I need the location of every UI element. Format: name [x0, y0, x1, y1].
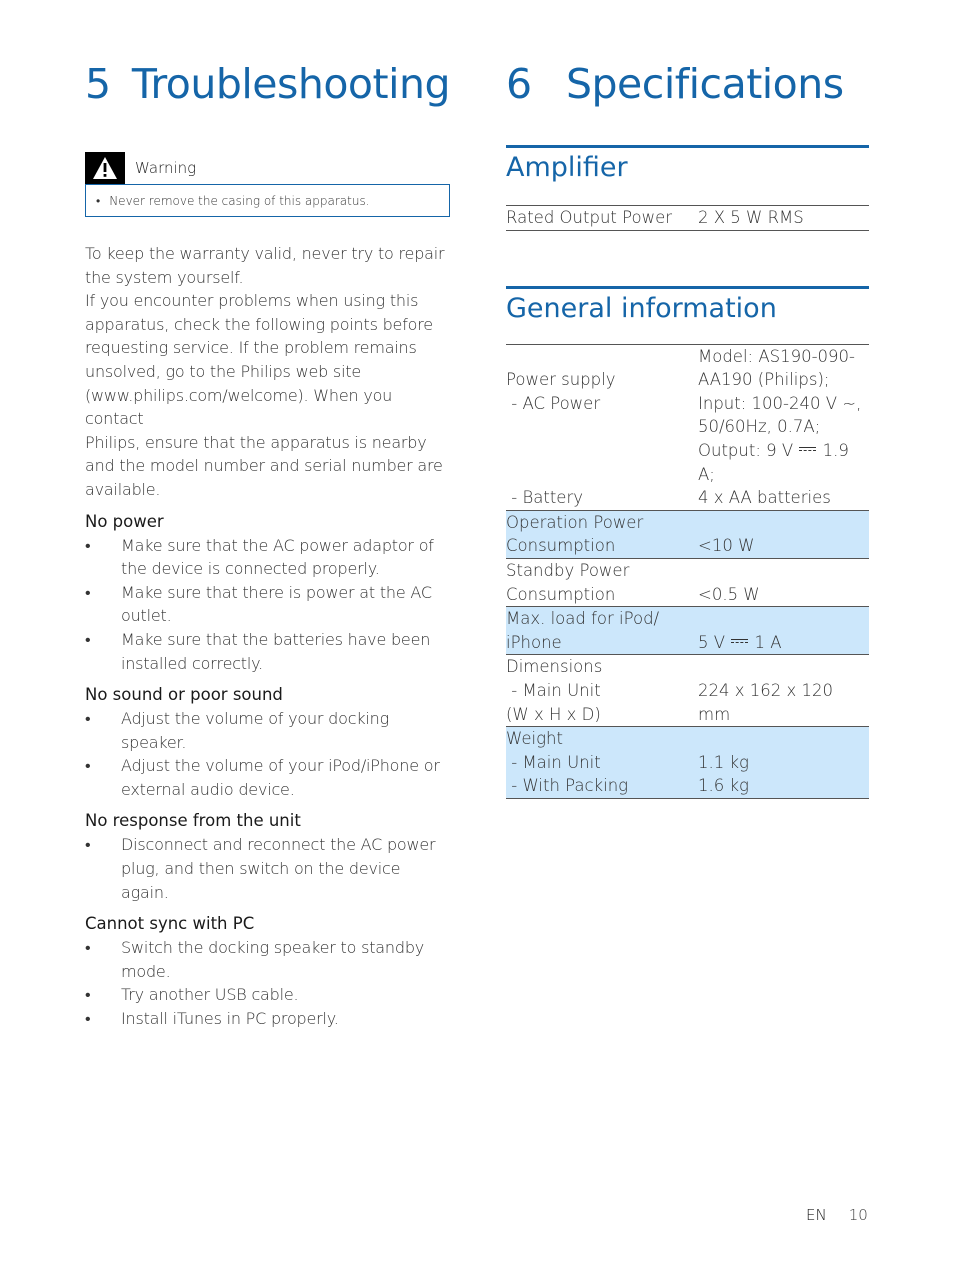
intro-line: requesting service. If the problem remains [85, 338, 417, 358]
spec-value: <0.5 W [698, 584, 760, 604]
page-number: 10 [848, 1206, 868, 1224]
table-row [506, 607, 869, 655]
troubleshooting-column [85, 60, 450, 1031]
section-title-no-response: No response from the unit [85, 811, 301, 831]
chapter-title-text: Specifications [566, 60, 844, 108]
list-item: • Make sure that there is power at the AC outlet. [85, 582, 432, 626]
warning-text: Never remove the casing of this apparatus. [109, 193, 370, 208]
table-row [506, 655, 869, 727]
chapter-number: 5 [85, 60, 111, 108]
section-title-cannot-sync: Cannot sync with PC [85, 914, 255, 934]
general-info-table [506, 344, 869, 799]
spec-label: Rated Output Power [506, 208, 672, 227]
spec-value: 1.1 kg 1.6 kg [698, 752, 749, 796]
intro-line: unsolved, go to the Philips web site [85, 361, 362, 381]
intro-line: apparatus, check the following points before [85, 314, 433, 334]
list-item: • Adjust the volume of your docking speaker. [85, 709, 389, 752]
dc-symbol-icon [799, 447, 816, 453]
warning-title: Warning [135, 159, 197, 177]
spec-value: 2 X 5 W RMS [698, 208, 804, 227]
chapter-title-text: Troubleshooting [131, 60, 450, 108]
intro-line: If you encounter problems when using this [85, 291, 419, 311]
no-sound-list [85, 707, 450, 801]
language-code: EN [806, 1206, 827, 1224]
list-item: • Make sure that the AC power adaptor of the device is connected properly. [85, 535, 434, 579]
list-item: • Disconnect and reconnect the AC power plug, and then switch on the device again. [85, 835, 436, 902]
no-power-list [85, 534, 450, 676]
spec-label: Max. load for iPod/ iPhone [506, 609, 660, 652]
dc-symbol-icon [731, 639, 748, 645]
intro-line: and the model number and serial number are [85, 456, 443, 476]
section-title-general: General information [506, 286, 869, 332]
spec-value: <10 W [698, 536, 755, 556]
cannot-sync-list [85, 936, 450, 1030]
spec-label: Dimensions - Main Unit (W x H x D) [506, 657, 603, 724]
table-row [506, 344, 869, 510]
spec-label: Operation Power Consumption [506, 512, 644, 556]
no-response-list [85, 833, 450, 904]
intro-line: available. [85, 479, 161, 499]
warning-header [85, 152, 450, 184]
chapter-title-specifications [506, 60, 869, 116]
amplifier-table [506, 205, 869, 231]
spec-value: 5 V 1 A [698, 632, 782, 652]
section-title-no-sound: No sound or poor sound [85, 685, 283, 705]
warning-block [85, 152, 450, 217]
section-title-amplifier: Amplifier [506, 145, 869, 191]
chapter-number: 6 [506, 60, 532, 108]
bullet-dot: • [96, 193, 101, 208]
page-footer [806, 1206, 868, 1224]
section-title-no-power: No power [85, 511, 164, 531]
intro-line: the system yourself. [85, 267, 244, 287]
chapter-title-troubleshooting [85, 60, 450, 116]
intro-paragraph [85, 242, 450, 502]
list-item: • Try another USB cable. [85, 985, 299, 1005]
intro-line: (www.philips.com/welcome). When you contact [85, 385, 393, 429]
list-item: • Switch the docking speaker to standby mode. [85, 938, 425, 981]
table-row [506, 558, 869, 606]
spec-value: Model: AS190-090- AA190 (Philips); Input: 100-240 V ~, 50/60Hz, 0.7A; Output: 9 V 1.9 A; 4 x AA batteries [698, 346, 862, 508]
spec-value: 224 x 162 x 120 mm [698, 680, 833, 724]
table-row [506, 206, 869, 231]
spec-label: Power supply - AC Power - Battery [506, 370, 616, 508]
specifications-column [506, 60, 869, 799]
warning-box [85, 184, 450, 217]
list-item: • Adjust the volume of your iPod/iPhone or external audio device. [85, 756, 440, 799]
list-item: • Make sure that the batteries have been installed correctly. [85, 629, 431, 673]
spec-label: Standby Power Consumption [506, 560, 630, 604]
warning-triangle-icon [85, 152, 125, 184]
table-row [506, 510, 869, 558]
intro-line: To keep the warranty valid, never try to repair [85, 244, 445, 263]
spec-label: Weight - Main Unit - With Packing [506, 729, 629, 796]
list-item: • Install iTunes in PC properly. [85, 1009, 339, 1029]
table-row [506, 727, 869, 799]
intro-line: Philips, ensure that the apparatus is nearby [85, 432, 427, 452]
